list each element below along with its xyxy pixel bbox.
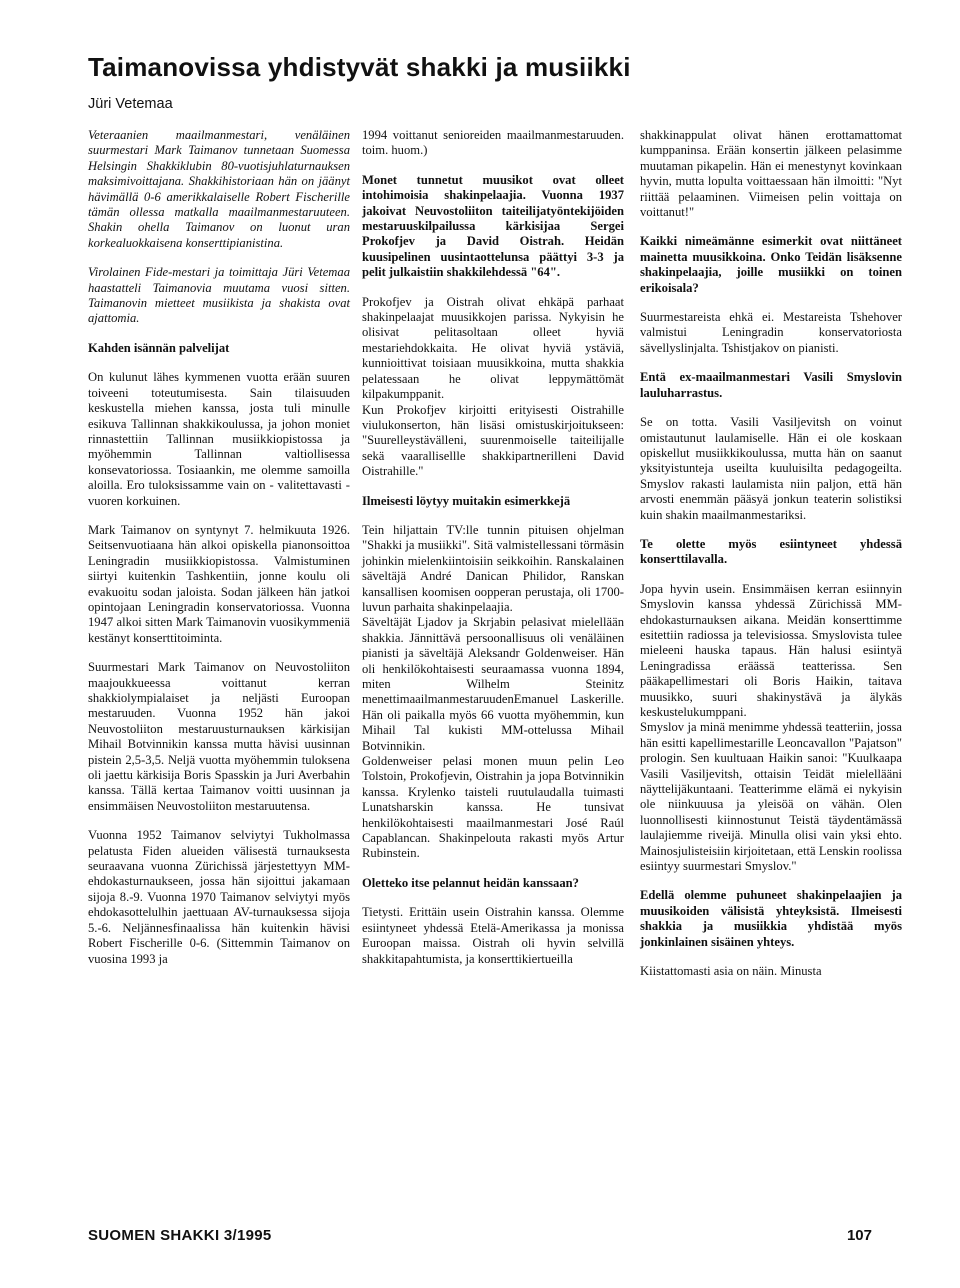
interview-question: Kaikki nimeämänne esimerkit ovat niittäneet mainetta muusikkoina. Onko Teidän lisäksenne shakinpelaajia, joille musiikki on toinen erikoisala? bbox=[640, 234, 902, 295]
interview-question: Monet tunnetut muusikot ovat olleet intohimoisia shakinpelaajia. Vuonna 1937 jakoivat Neuvostoliiton taiteilijatyöntekijöiden mestaruuskilpailussa kärkisijaa Sergei Prokofjev ja David Oistrah. Heidän kuusipelinen uusintaottelunsa päättyi 3-3 ja pelit julkaistiin shakkilehdessä "64". bbox=[362, 172, 624, 280]
article-author: Jüri Vetemaa bbox=[88, 96, 173, 112]
interview-question: Ilmeisesti löytyy muitakin esimerkkejä bbox=[362, 493, 571, 508]
body-paragraph: On kulunut lähes kymmenen vuotta erään suuren toiveeni toteutumisesta. Sain tilaisuuden keskustella miehen kanssa, josta tuli minulle esikuva Tallinnan shakkikoulussa, ja johon moniet rinnastettiin Tallinnan musiikkiopistossa ja myöhemmin Tallinnan valtiollisessa konsevatoriossa. Tosiaankin, me olemme samoilla aloilla. Ero tuloksissamme vain on - valitettavasti - vuoren korkuinen. bbox=[88, 370, 350, 508]
body-paragraph: Suurmestareista ehkä ei. Mestareista Tshehover valmistui Leningradin konservatoriosta sävellyslinjalta. Tshistjakov on pianisti. bbox=[640, 310, 902, 355]
body-paragraph: Mark Taimanov on syntynyt 7. helmikuuta 1926. Seitsenvuotiaana hän alkoi opiskella pianonsoittoa Leningradin musiikkiopistossa. Valmistuminen siirtyi kuitenkin Tashkentiin, jonne koulu oli evakuoitu sodan jaloista. Sodan jälkeen hän jatkoi opintojaan Leningradin konservatoriossa. Vuonna 1947 alkoi sitten Mark Taimanovin vuosikymmeniä kestänyt konserttitoiminta. bbox=[88, 522, 350, 645]
body-paragraph: Smyslov ja minä menimme yhdessä teatteriin, jossa hän esitti kapellimestarille Leoncavallon "Pajatson" prologin. Sen kuultuaan Haikin sanoi: "Kuulkaapa Vasili Vasiljevitsh, ottaisin Teidät mielellääni näyttelijäkuntaani. Teatterimme elämä ei nykyisin ole niinkuuusa ja yleisöä on vähän. Olen luonnollisesti kiinnostunut Teistä täydentämässä laulajiemme riveijä. Minulla olisi vain yksi ehto. Mainosjulisteisiin kirjoitetaan, että Lenskin roolissa esiintyy suurmestari Smyslov." bbox=[640, 720, 902, 874]
interview-question: Te olette myös esiintyneet yhdessä konserttilavalla. bbox=[640, 536, 902, 567]
body-paragraph: Säveltäjät Ljadov ja Skrjabin pelasivat mielellään shakkia. Jännittävä persoonallisuus oli venäläinen pianisti ja säveltäjä Aleksandr Goldenweiser. Hän oli henkilökohtaisesti seuraamassa vuonna 1894, miten Wilhelm Steinitz menettimaailmanmestaruudenEmanuel Laskerille. Hän oli paikalla myös 66 vuotta myöhemmin, kun Mihail Tal kukisti MM-ottelussa Mihail Botvinnikin. bbox=[362, 615, 624, 753]
interview-question: Oletteko itse pelannut heidän kanssaan? bbox=[362, 875, 579, 890]
body-paragraph: shakkinappulat olivat hänen erottamattomat kumppaninsa. Erään konsertin jälkeen pelasimme muutaman pikapelin. Hän ei menestynyt kovinkaan hyvin, mutta lopulta voittaessaan hän ilmoitti: "Nyt riittää pelaaminen. Viimeisen pelin voittaja on voittanut!" bbox=[640, 128, 902, 220]
article-title: Taimanovissa yhdistyvät shakki ja musiikki bbox=[88, 52, 631, 82]
column-2 bbox=[362, 128, 624, 967]
interview-question: Edellä olemme puhuneet shakinpelaajien ja muusikoiden välisistä yhteyksistä. Ilmeisesti shakkia ja musiikkia yhdistää myös jonkinlainen sisäinen yhteys. bbox=[640, 888, 902, 949]
magazine-issue: SUOMEN SHAKKI 3/1995 bbox=[88, 1227, 272, 1244]
body-paragraph: Kiistattomasti asia on näin. Minusta bbox=[640, 964, 822, 979]
column-3 bbox=[640, 128, 902, 980]
body-paragraph: Prokofjev ja Oistrah olivat ehkäpä parhaat shakinpelaajat muusikkojen parissa. Nykyisin he olisivat pelitasoltaan olleet hyviä mestariehdokkaita. He olivat hyviä ystäviä, kunnioittivat toisiaan muusikkoina, mutta shakkia pelatessaan he olivat leppymättömät kilpakumppanit. bbox=[362, 294, 624, 402]
lead-paragraph: Veteraanien maailmanmestari, venäläinen suurmestari Mark Taimanov tunnetaan Suomessa Helsingin Shakkiklubin 80-vuotisjuhlaturnauksen maksimivoittajana. Shakkihistoriaan hän on jäänyt hävimällä 0-6 amerikkalaiselle Robert Fischerille tämän ollessa matkalla maailmanmestaruuteen. Shakin ohella Taimanov on luonut uran korkealuokkaisena konserttipianistina. bbox=[88, 128, 350, 250]
body-paragraph: 1994 voittanut senioreiden maailmanmestaruuden. toim. huom.) bbox=[362, 128, 624, 158]
lead-paragraph-2: Virolainen Fide-mestari ja toimittaja Jüri Vetemaa haastatteli Taimanovia muutama vuosi sitten. Taimanovin mietteet musiikista ja shakista ovat ajattomia. bbox=[88, 265, 350, 326]
interview-question: Entä ex-maailmanmestari Vasili Smyslovin lauluharrastus. bbox=[640, 370, 902, 400]
body-paragraph: Goldenweiser pelasi monen muun pelin Leo Tolstoin, Prokofjevin, Oistrahin ja jopa Botvinnikin kanssa. Krylenko taisteli ruutulaudalla tuimasti Lunatsharskin kanssa. He tunsivat henkilökohtaisesti maailmanmestari José Raúl Capablancan. Shakinpelouta rakasti myös Artur Rubinstein. bbox=[362, 754, 624, 861]
body-paragraph: Tein hiljattain TV:lle tunnin pituisen ohjelman "Shakki ja musiikki". Sitä valmistellessani törmäsin johinkin mielenkiintoisiin seikkoihin. Ranskalainen säveltäjä André Danican Philidor, Ranskan kansallisen koomisen oopperan perustaja, oli 1700-luvun parhaita shakinpelaajia. bbox=[362, 522, 624, 614]
body-paragraph: Suurmestari Mark Taimanov on Neuvostoliiton maajoukkueessa voittanut kerran shakkiolympialaiset ja neljästi Euroopan mestaruuden. Vuonna 1952 hän jakoi Neuvostoliiton mestaruusturnauksen kärkisijan Mihail Botvinnikin kanssa mutta hävisi uusinnan pistein 2,5-3,5. Neljä vuotta myöhemmin tuloksena oli jaettu kärkisija Boris Spasskin ja Juri Averbahin kanssa. Tällä kertaa Taimanov voitti uusinnan ja ensimmäisen Neuvostoliiton mestaruutensa. bbox=[88, 660, 350, 813]
body-paragraph: Tietysti. Erittäin usein Oistrahin kanssa. Olemme esiintyneet yhdessä Etelä-Amerikassa ja monissa Euroopan maissa. Oistrah oli hyvin selvillä shakkitapahtumista, ja konserttikiertueilla bbox=[362, 905, 624, 966]
body-paragraph: Jopa hyvin usein. Ensimmäisen kerran esiinnyin Smyslovin kanssa yhdessä Zürichissä MM-ehdokasturnauksen aikana. Meidän konserttimme esitettiin radiossa ja televisiossa. Smyslovista tulee mieleeni hauska tapaus. Hän halusi esiintyä Leningradissa eräässä teatterissa. Sen pääkapellimestari oli Boris Haikin, taitava muusikko, suuri shakinystävä ja älykäs keskustelukumppani. bbox=[640, 581, 902, 719]
subheading: Kahden isännän palvelijat bbox=[88, 340, 230, 355]
column-1 bbox=[88, 128, 350, 967]
body-paragraph: Se on totta. Vasili Vasiljevitsh on voinut omistautunut laulamiselle. Hän ei ole koskaan opiskellut musiikkikoulussa, mutta hän on saanut yksityistunteja useilta kuuluisilta pedagogeilta. Smyslov rakasti laulamista niin paljon, että hän arvosti enemmän pääsyä jonkun teaterin solistiksi kuin shakin maailmanmestariksi. bbox=[640, 415, 902, 522]
body-paragraph: Vuonna 1952 Taimanov selviytyi Tukholmassa pelatusta Fiden alueiden välisestä turnauksesta seuraavana vuonna Zürichissä järjestettyyn MM-ehdokasturnaukseen, jossa hän sijoittui jakamaan sijoja 8.-9. Vuonna 1970 Taimanov selviytyi myös ehdokasottelulhin jaettuaan AV-turnauksessa sijoja 5.-6. Neljännesfinaalissa hän kuitenkin hävisi Robert Fischerille 0-6. (Sittemmin Taimanov on vuosina 1993 ja bbox=[88, 828, 350, 966]
page-number: 107 bbox=[846, 1227, 872, 1244]
body-paragraph: Kun Prokofjev kirjoitti erityisesti Oistrahille viulukonserton, hän lisäsi omistuskirjoitukseen: "Suurelleystävälleni, suurenmoiselle taiteilijalle sekä vaarallisellle shakkipartnerilleni David Oistrahille." bbox=[362, 402, 624, 479]
